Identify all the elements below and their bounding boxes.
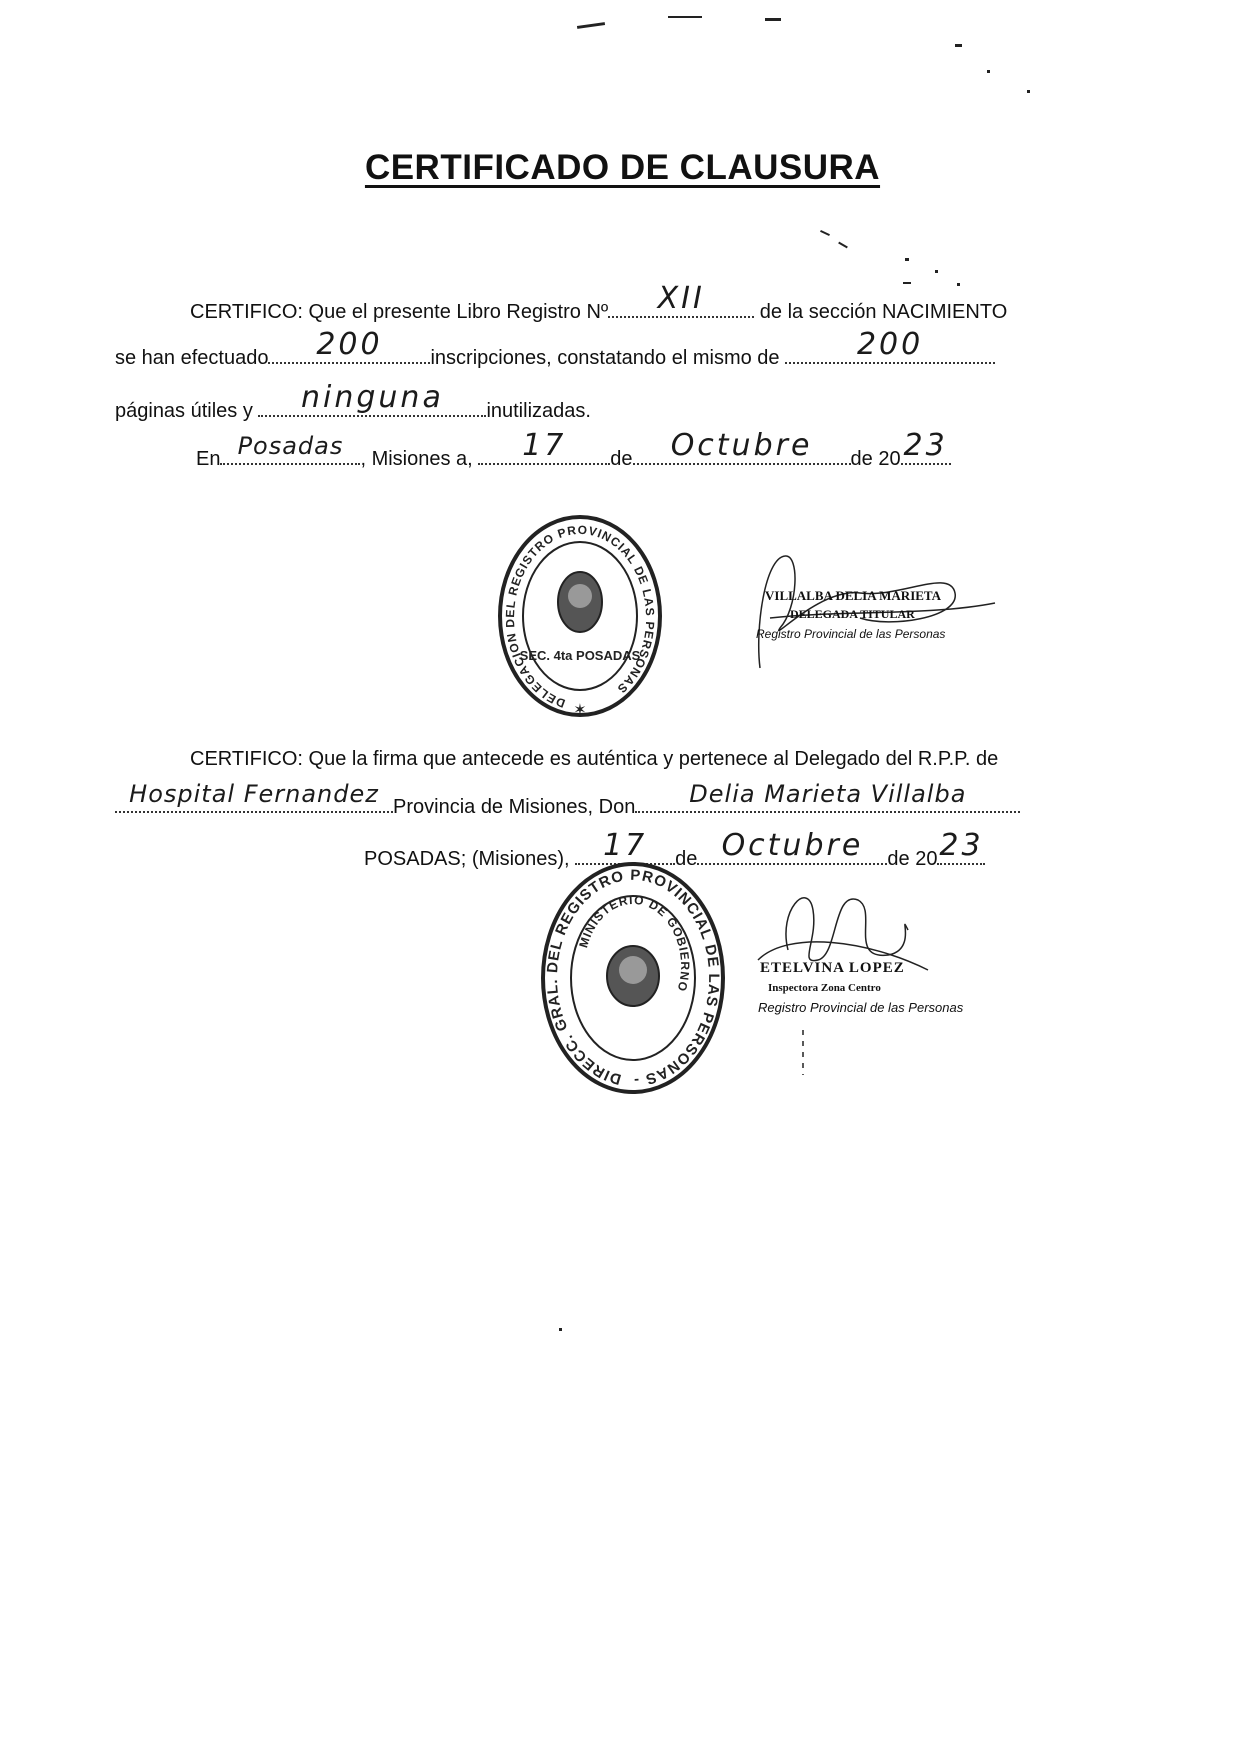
cert1-line-3: páginas útiles y ninguna inutilizadas. — [115, 380, 591, 422]
handwritten-year-suffix: 23 — [903, 428, 948, 463]
signer-2-role: Inspectora Zona Centro — [768, 982, 881, 994]
handwritten-day-2: 17 — [603, 828, 648, 863]
handwritten-book-number: XII — [657, 281, 705, 316]
svg-text:DIRECC. GRAL. DEL REGISTRO PRO: DIRECC. GRAL. DEL REGISTRO PROVINCIAL DE LAS PERSONAS - — [544, 866, 723, 1090]
signer-2-office: Registro Provincial de las Personas — [758, 1000, 964, 1015]
delegation-seal — [495, 510, 665, 722]
cert2-line-2: Hospital Fernandez Provincia de Misiones, Don Delia Marieta Villalba — [115, 791, 1020, 820]
handwritten-city: Posadas — [237, 432, 344, 460]
cert1-line-1: CERTIFICO: Que el presente Libro Registro Nº XII de la sección NACIMIENTO — [190, 281, 1008, 323]
scan-speck — [765, 18, 781, 21]
svg-text:MINISTERIO DE GOBIERNO: MINISTERIO DE GOBIERNO — [576, 892, 693, 994]
scan-speck — [1027, 90, 1030, 93]
scan-speck — [905, 258, 909, 261]
star-icon: ✶ — [573, 702, 587, 719]
scan-speck — [957, 283, 960, 286]
signer-1-name: VILLALBA DELIA MARIETA — [765, 588, 942, 603]
handwritten-inscriptions-count: 200 — [316, 327, 383, 362]
scan-speck — [668, 16, 702, 18]
svg-text:SEC. 4ta POSADAS: SEC. 4ta POSADAS — [519, 648, 641, 663]
scan-speck — [820, 230, 830, 236]
direction-seal — [538, 858, 728, 1098]
signer-1-office: Registro Provincial de las Personas — [756, 627, 946, 641]
handwritten-locality: Hospital Fernandez — [129, 780, 379, 808]
handwritten-month-2: Octubre — [721, 828, 864, 863]
scan-speck — [838, 242, 848, 249]
cert2-line-1: CERTIFICO: Que la firma que antecede es auténtica y pertenece al Delegado del R.P.P. de — [190, 748, 999, 770]
signer-1-role: DELEGADA TITULAR — [790, 607, 915, 621]
handwritten-unused-pages: ninguna — [301, 380, 444, 415]
scan-speck — [935, 270, 938, 273]
scan-speck — [955, 44, 962, 47]
cert1-line-2: se han efectuado 200 inscripciones, constatando el mismo de 200 — [115, 342, 995, 371]
document-title: CERTIFICADO DE CLAUSURA — [364, 148, 881, 187]
scan-speck — [987, 70, 990, 73]
handwritten-pages-count: 200 — [856, 327, 924, 362]
scan-speck — [559, 1328, 562, 1331]
cert2-line-3: POSADAS; (Misiones), 17 de Octubre de 20 23 — [364, 828, 984, 870]
handwritten-day: 17 — [522, 428, 567, 463]
handwritten-person-name: Delia Marieta Villalba — [689, 780, 967, 808]
svg-text:DELEGACION DEL REGISTRO PROVIN: DELEGACION DEL REGISTRO PROVINCIAL DE LAS PERSONAS — [502, 522, 658, 711]
scan-speck — [577, 22, 605, 29]
cert1-line-4: En Posadas , Misiones a, 17 de Octubre de 20 23 — [196, 443, 951, 472]
handwritten-month: Octubre — [670, 428, 813, 463]
signer-2-name: ETELVINA LOPEZ — [760, 960, 905, 976]
handwritten-year-suffix-2: 23 — [939, 828, 984, 863]
scan-speck — [903, 282, 911, 284]
